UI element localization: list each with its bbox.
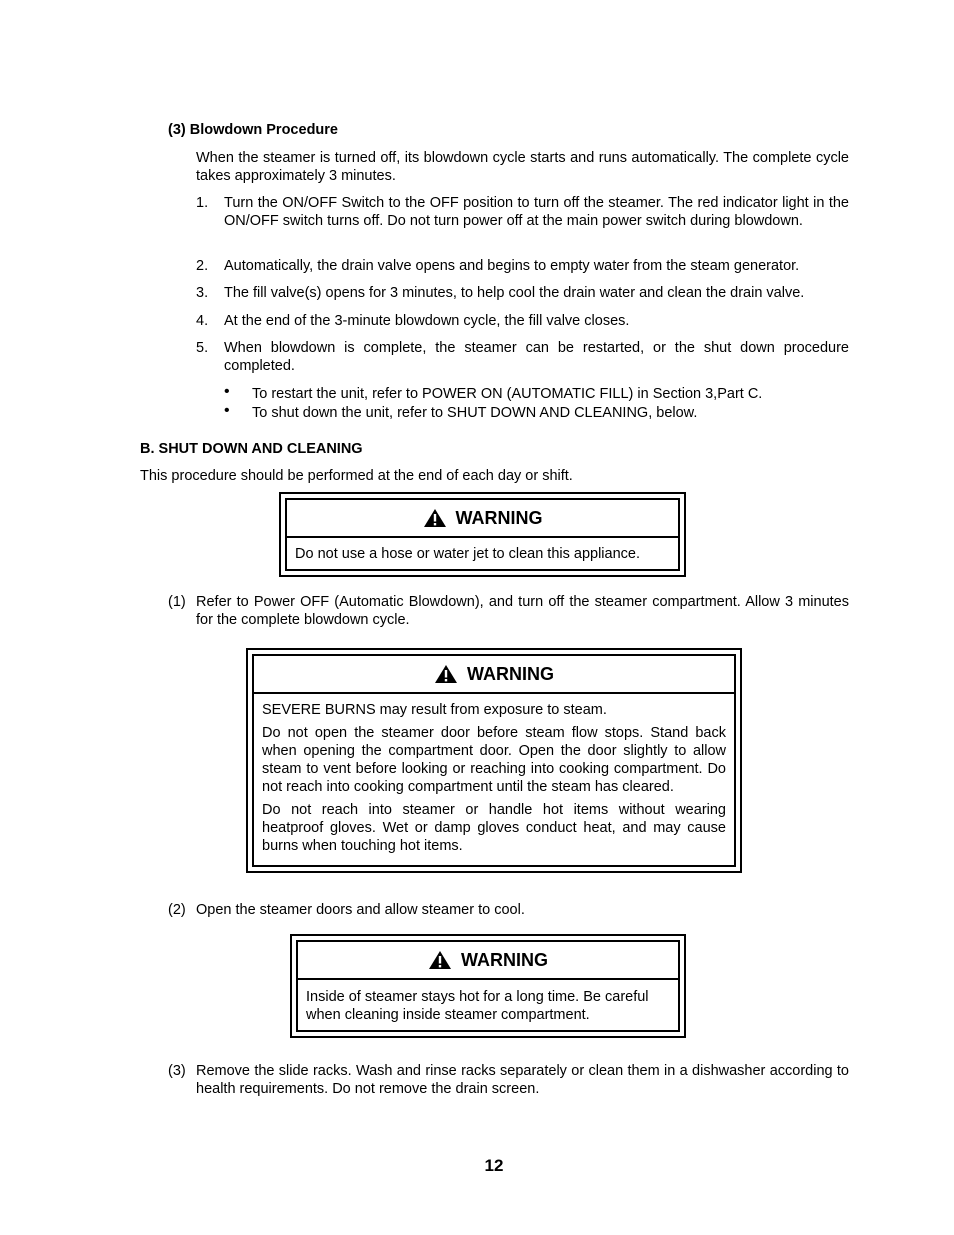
warning-title: WARNING: [455, 508, 543, 528]
blowdown-heading: (3) Blowdown Procedure: [168, 122, 338, 138]
warning-triangle-icon: [434, 664, 458, 684]
warning-text: Inside of steamer stays hot for a long time. Be careful when cleaning inside steamer compartment.: [306, 989, 649, 1023]
step-text: The fill valve(s) opens for 3 minutes, to help cool the drain water and clean the drain valve.: [224, 285, 805, 301]
step-label: (2): [168, 902, 186, 918]
step-number: 3.: [196, 285, 209, 301]
warning-text: Do not reach into steamer or handle hot items without wearing heatproof gloves. Wet or damp gloves conduct heat, and may cause burns when touching hot items.: [262, 802, 726, 854]
step-label: (3): [168, 1063, 186, 1079]
warning-header: [287, 500, 678, 538]
step-text: Remove the slide racks. Wash and rinse racks separately or clean them in a dishwasher according to health requirements. Do not remove the drain screen.: [196, 1063, 849, 1097]
step-text: At the end of the 3-minute blowdown cycle, the fill valve closes.: [224, 313, 630, 329]
section-b-heading: B. SHUT DOWN AND CLEANING: [140, 441, 363, 457]
bullet-icon: •: [224, 383, 230, 400]
step-number: 1.: [196, 195, 209, 211]
step-label: (1): [168, 594, 186, 610]
warning-text: SEVERE BURNS may result from exposure to steam.: [262, 702, 607, 718]
warning-triangle-icon: [428, 950, 452, 970]
warning-body: [295, 545, 670, 568]
step-text: Refer to Power OFF (Automatic Blowdown), and turn off the steamer compartment. Allow 3 minutes for the complete blowdown cycle.: [196, 594, 849, 628]
warning-triangle-icon: [423, 508, 447, 528]
blowdown-intro: When the steamer is turned off, its blowdown cycle starts and runs automatically. The complete cycle takes approximately 3 minutes.: [196, 150, 849, 184]
page-number: 12: [484, 1156, 504, 1175]
bullet-text: To restart the unit, refer to POWER ON (AUTOMATIC FILL) in Section 3,Part C.: [252, 386, 763, 402]
step-number: 2.: [196, 258, 209, 274]
step-text: Automatically, the drain valve opens and begins to empty water from the steam generator.: [224, 258, 800, 274]
warning-body: [306, 988, 670, 1029]
bullet-text: To shut down the unit, refer to SHUT DOWN AND CLEANING, below.: [252, 405, 698, 421]
warning-title: WARNING: [467, 664, 554, 684]
step-text: When blowdown is complete, the steamer can be restarted, or the shut down procedure completed.: [224, 340, 849, 374]
warning-box: [279, 492, 686, 577]
warning-box: [290, 934, 686, 1038]
warning-title: WARNING: [461, 950, 548, 970]
step-number: 5.: [196, 340, 209, 356]
step-text: Open the steamer doors and allow steamer to cool.: [196, 902, 525, 918]
warning-header: [254, 656, 734, 694]
warning-box: [246, 648, 742, 873]
step-text: Turn the ON/OFF Switch to the OFF position to turn off the steamer. The red indicator light in the ON/OFF switch turns off. Do not turn power off at the main power switch during blowdown.: [224, 195, 849, 229]
section-b-intro: This procedure should be performed at the end of each day or shift.: [140, 468, 573, 484]
bullet-icon: •: [224, 402, 230, 419]
step-number: 4.: [196, 313, 209, 329]
warning-text: Do not open the steamer door before steam flow stops. Stand back when opening the compartment door. Open the door slightly to allow steam to vent before looking or reaching into cooking compartment. Do not reach into cooking compartment until the steam has cleared.: [262, 725, 726, 795]
warning-body: [262, 701, 726, 860]
warning-header: [298, 942, 678, 980]
warning-text: Do not use a hose or water jet to clean this appliance.: [295, 546, 640, 562]
